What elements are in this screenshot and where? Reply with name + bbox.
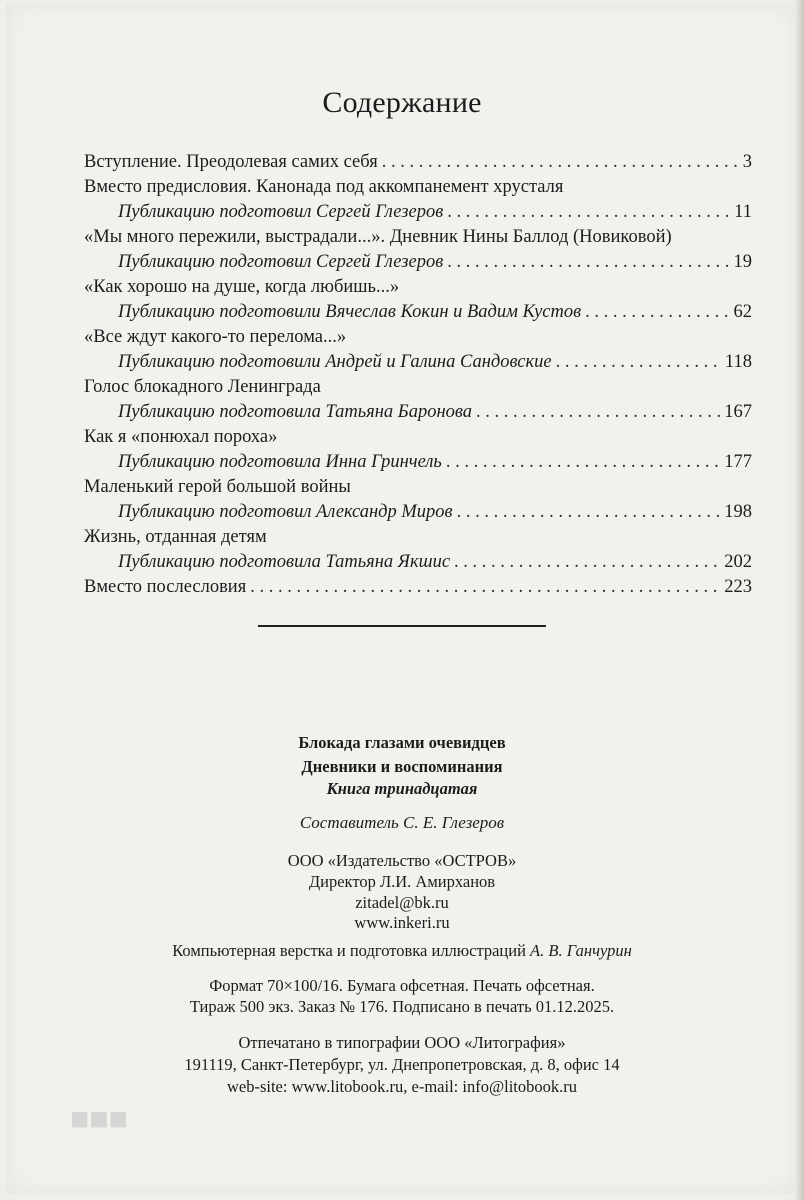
table-of-contents: [84, 150, 752, 600]
toc-entry-author: Публикацию подготовил Сергей Глезеров: [118, 252, 444, 272]
page-edge: [794, 0, 804, 1200]
imprint-director: Директор Л.И. Амирханов: [308, 872, 496, 891]
section-divider: [258, 625, 546, 627]
dot-leader: [382, 150, 739, 175]
dot-leader: [250, 575, 720, 600]
toc-entry-author: Публикацию подготовила Татьяна Якшис: [118, 552, 451, 572]
toc-entry-title: Голос блокадного Ленинграда: [84, 377, 321, 397]
imprint-printer-contacts: web-site: www.litobook.ru, e-mail: info@litobook.ru: [226, 1077, 578, 1096]
toc-entry-author: Публикацию подготовил Сергей Глезеров: [118, 202, 444, 222]
dot-leader: [454, 550, 720, 575]
toc-entry: [84, 150, 752, 175]
toc-entry-title: «Как хорошо на душе, когда любишь...»: [84, 277, 400, 297]
dot-leader: [585, 300, 729, 325]
toc-page-number: 223: [724, 577, 752, 597]
imprint-email: zitadel@bk.ru: [355, 893, 449, 912]
toc-entry: [84, 500, 752, 525]
toc-entry-author: Публикацию подготовила Инна Гринчель: [118, 452, 442, 472]
toc-entry-title: Вместо послесловия: [84, 577, 247, 597]
imprint-printer-address: 191119, Санкт-Петербург, ул. Днепропетровская, д. 8, офис 14: [184, 1055, 620, 1074]
toc-entry: [84, 400, 752, 425]
toc-entry-author: Публикацию подготовила Татьяна Баронова: [118, 402, 473, 422]
imprint-printer: Отпечатано в типографии ООО «Литография»: [238, 1033, 566, 1052]
dot-leader: [476, 400, 720, 425]
toc-entry: [84, 550, 752, 575]
toc-page-number: 62: [733, 302, 752, 322]
toc-page-number: 198: [724, 502, 752, 522]
toc-entry-title: Как я «понюхал пороха»: [84, 427, 278, 447]
toc-entry-title: Маленький герой большой войны: [84, 477, 351, 497]
dot-leader: [457, 500, 721, 525]
imprint-format: Формат 70×100/16. Бумага офсетная. Печать офсетная.: [209, 976, 595, 995]
toc-page-number: 118: [724, 352, 752, 372]
toc-entry-author: Публикацию подготовили Вячеслав Кокин и Вадим Кустов: [118, 302, 582, 322]
imprint-layout-credit: [0, 940, 804, 962]
toc-entry-title: Жизнь, отданная детям: [84, 527, 267, 547]
imprint-publisher: ООО «Издательство «ОСТРОВ»: [287, 851, 517, 870]
toc-page-number: 19: [733, 252, 752, 272]
page-title: Содержание: [322, 86, 482, 119]
toc-entry: [84, 575, 752, 600]
imprint-book-title: Блокада глазами очевидцев: [298, 733, 506, 752]
layout-credit-label: Компьютерная верстка и подготовка иллюстраций: [172, 941, 526, 960]
toc-page-number: 3: [742, 152, 752, 172]
toc-entry: [84, 250, 752, 275]
imprint-website: www.inkeri.ru: [354, 913, 450, 932]
toc-entry-title: Вступление. Преодолевая самих себя: [84, 152, 378, 172]
toc-entry: [84, 350, 752, 375]
dot-leader: [556, 350, 721, 375]
toc-entry-title: «Все ждут какого-то перелома...»: [84, 327, 347, 347]
layout-credit-person: А. В. Ганчурин: [530, 941, 632, 960]
bleed-through-mark: ■■■: [70, 1103, 128, 1139]
toc-entry-author: Публикацию подготовил Александр Миров: [118, 502, 453, 522]
toc-page-number: 11: [734, 202, 752, 222]
toc-entry-author: Публикацию подготовили Андрей и Галина Сандовские: [118, 352, 552, 372]
toc-page-number: 167: [724, 402, 752, 422]
dot-leader: [446, 450, 720, 475]
toc-entry-title: «Мы много пережили, выстрадали...». Дневник Нины Баллод (Новиковой): [84, 227, 672, 247]
toc-page-number: 177: [724, 452, 752, 472]
toc-entry: [84, 450, 752, 475]
toc-page-number: 202: [724, 552, 752, 572]
dot-leader: [447, 200, 730, 225]
imprint-print-run: Тираж 500 экз. Заказ № 176. Подписано в печать 01.12.2025.: [189, 997, 615, 1016]
imprint-volume: Книга тринадцатая: [326, 779, 478, 798]
toc-entry: [84, 200, 752, 225]
toc-entry: [84, 300, 752, 325]
dot-leader: [447, 250, 729, 275]
imprint-subtitle: Дневники и воспоминания: [301, 757, 503, 776]
imprint-compiler: Составитель С. Е. Глезеров: [299, 813, 505, 832]
toc-entry-title: Вместо предисловия. Канонада под аккомпанемент хрусталя: [84, 177, 564, 197]
